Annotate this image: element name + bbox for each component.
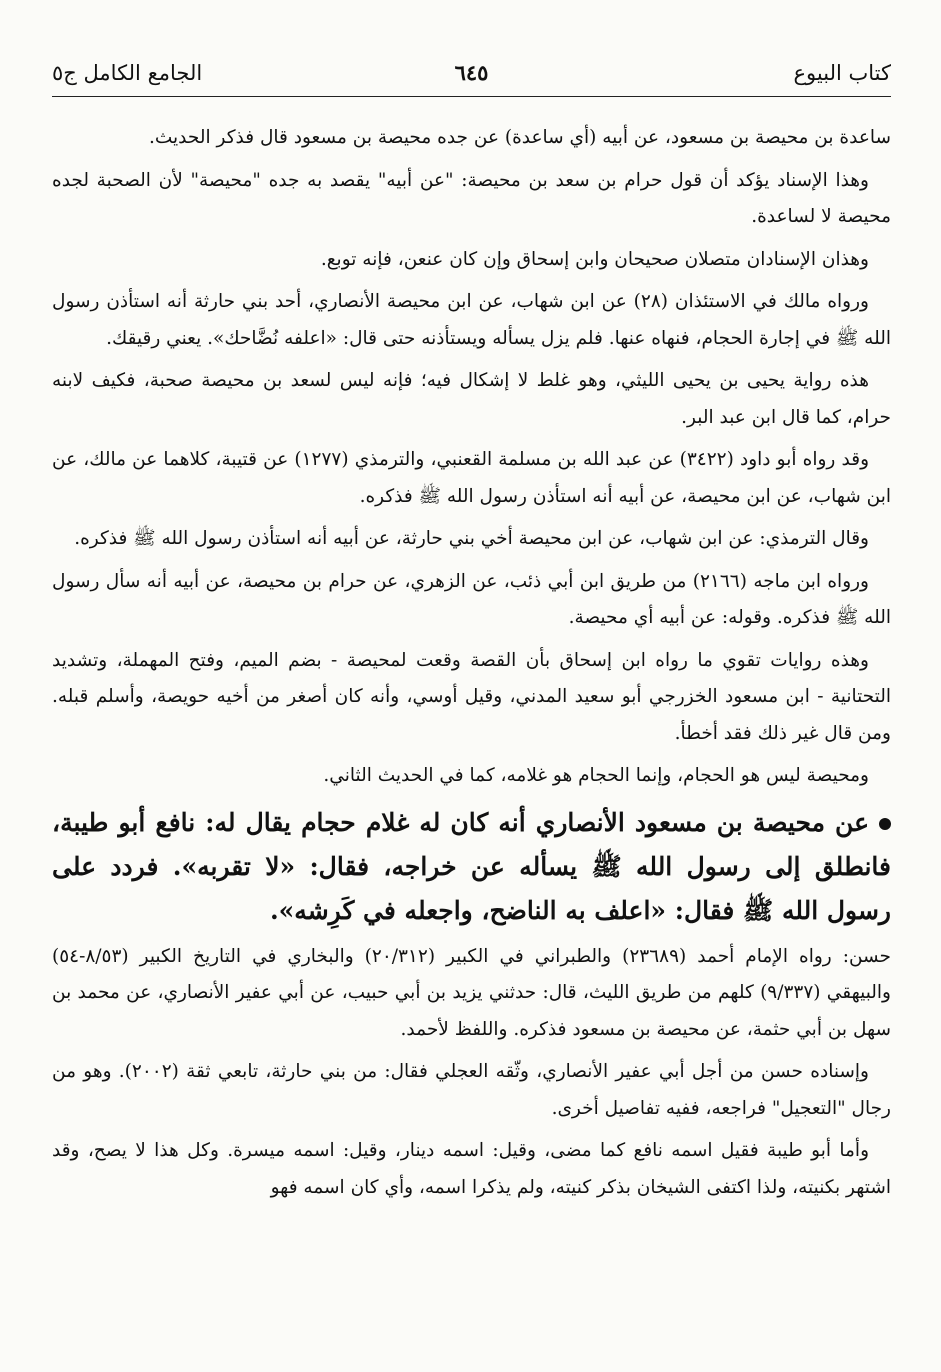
paragraph: ساعدة بن محيصة بن مسعود، عن أبيه (أي ساعدة) عن جده محيصة بن مسعود قال فذكر الحديث. <box>148 127 891 148</box>
takhrij-paragraph: حسن: رواه الإمام أحمد (٢٣٦٨٩) والطبراني في الكبير (٢٠/٣١٢) والبخاري في التاريخ الكبير (٨/٥٣-٥٤) والبيهقي (٩/٣٣٧) كلهم من طريق الليث، قال: حدثني يزيد بن أبي حبيب، عن أبي عفير الأنصاري، عن محمد بن سهل بن أبي حثمة، عن محيصة بن مسعود فذكره. واللفظ لأحمد. <box>52 945 891 1040</box>
paragraph: هذه رواية يحيى بن يحيى الليثي، وهو غلط لا إشكال فيه؛ فإنه ليس لسعد بن محيصة صحبة، فكيف لابنه حرام، كما قال ابن عبد البر. <box>52 370 891 428</box>
paragraph: وهذان الإسنادان متصلان صحيحان وابن إسحاق وإن كان عنعن، فإنه توبع. <box>320 248 869 270</box>
header-rule <box>52 96 891 97</box>
paragraph: وقد رواه أبو داود (٣٤٢٢) عن عبد الله بن مسلمة القعنبي، والترمذي (١٢٧٧) عن قتيبة، كلاهما عن مالك، عن ابن شهاب، عن ابن محيصة، عن أبيه أنه استأذن رسول الله ﷺ فذكره. <box>52 449 891 507</box>
paragraph: وأما أبو طيبة فقيل اسمه نافع كما مضى، وقيل: اسمه دينار، وقيل: اسمه ميسرة. وكل هذا لا يصح، وقد اشتهر بكنيته، ولذا اكتفى الشيخان بذكر كنيته، ولم يذكرا اسمه، وأي كان اسمه فهو <box>52 1140 891 1198</box>
paragraph: وهذه روايات تقوي ما رواه ابن إسحاق بأن القصة وقعت لمحيصة - بضم الميم، وفتح المهملة، وتشديد التحتانية - ابن مسعود الخزرجي أبو سعيد المدني، وقيل أوسي، وأنه كان أصغر من أخيه حويصة، وأسلم قبله. ومن قال غير ذلك فقد أخطأ. <box>52 649 891 744</box>
chapter-title: كتاب البيوع <box>793 61 891 85</box>
page-header <box>52 58 891 98</box>
page-number: ٦٤٥ <box>454 60 489 85</box>
paragraph: وإسناده حسن من أجل أبي عفير الأنصاري، وثّقه العجلي فقال: من بني حارثة، تابعي ثقة (٢٠٠٢). وهو من رجال "التعجيل" فراجعه، ففيه تفاصيل أخرى. <box>52 1061 891 1119</box>
book-title: الجامع الكامل ج٥ <box>52 61 203 85</box>
hadith-text <box>52 801 891 933</box>
hadith-body: عن محيصة بن مسعود الأنصاري أنه كان له غلام حجام يقال له: نافع أبو طيبة، فانطلق إلى رسول الله ﷺ يسأله عن خراجه، فقال: «لا تقربه». فردد على رسول الله ﷺ فقال: «اعلف به الناضح، واجعله في كَرِشه». <box>52 807 891 925</box>
page-body <box>52 120 891 1212</box>
paragraph: ومحيصة ليس هو الحجام، وإنما الحجام هو غلامه، كما في الحديث الثاني. <box>323 765 869 786</box>
paragraph: ورواه مالك في الاستئذان (٢٨) عن ابن شهاب، عن ابن محيصة الأنصاري، أحد بني حارثة أنه استأذن رسول الله ﷺ في إجارة الحجام، فنهاه عنها. فلم يزل يسأله ويستأذنه حتى قال: «اعلفه نُضَّاحك». يعني رقيقك. <box>52 291 891 349</box>
paragraph: وقال الترمذي: عن ابن شهاب، عن ابن محيصة أخي بني حارثة، عن أبيه أنه استأذن رسول الله ﷺ فذكره. <box>74 528 869 549</box>
paragraph: ورواه ابن ماجه (٢١٦٦) من طريق ابن أبي ذئب، عن الزهري، عن حرام بن محيصة، عن أبيه أنه سأل رسول الله ﷺ فذكره. وقوله: عن أبيه أي محيصة. <box>52 570 891 628</box>
bullet-icon <box>879 818 891 830</box>
paragraph: وهذا الإسناد يؤكد أن قول حرام بن سعد بن محيصة: "عن أبيه" يقصد به جده "محيصة" لأن الصحبة لجده محيصة لا لساعدة. <box>52 169 891 227</box>
